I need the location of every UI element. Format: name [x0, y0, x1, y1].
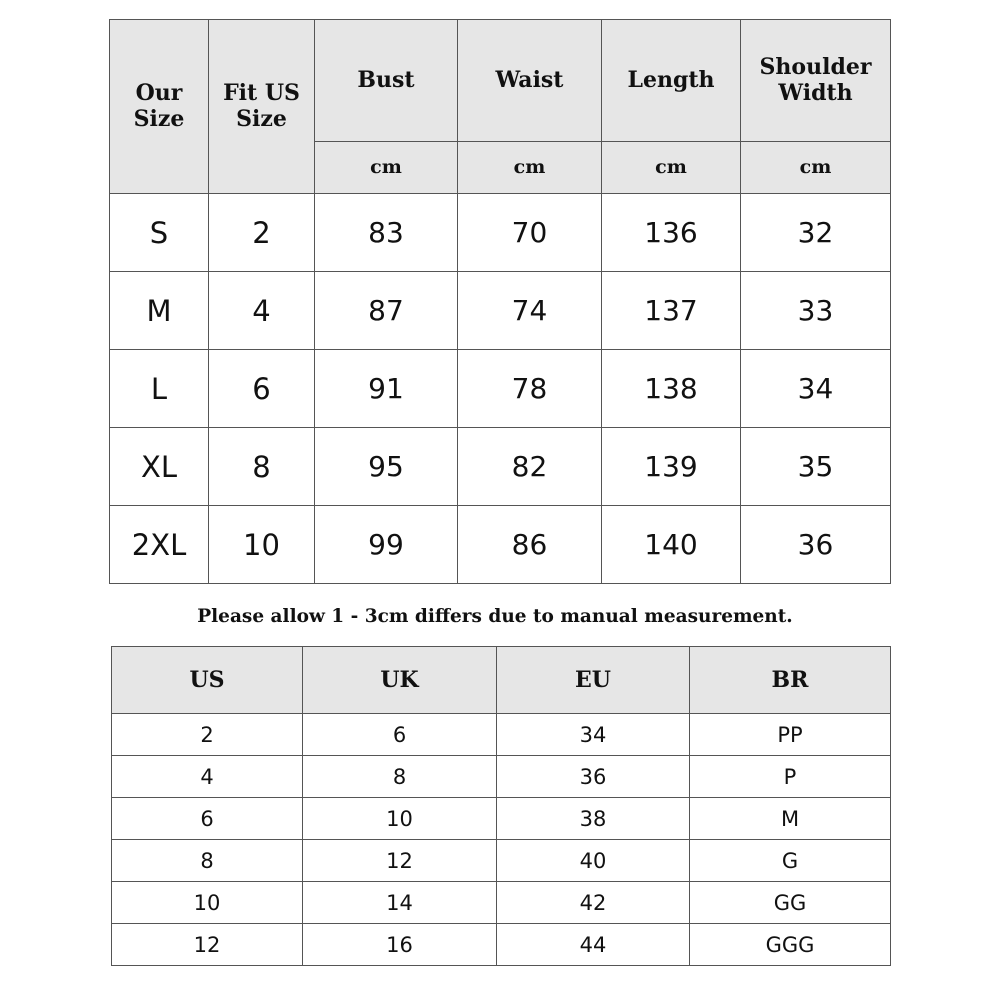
cell-uk: 12	[303, 840, 497, 882]
cell-shoulder-width: 36	[741, 506, 891, 584]
table-row	[112, 882, 891, 924]
cell-fit-us-size: 4	[209, 272, 315, 350]
table-row	[112, 756, 891, 798]
cell-fit-us-size: 8	[209, 428, 315, 506]
header-eu: EU	[497, 647, 690, 714]
cell-length: 138	[602, 350, 741, 428]
measurement-note: Please allow 1 - 3cm differs due to manual measurement.	[197, 606, 793, 627]
cell-eu: 38	[497, 798, 690, 840]
table-row	[110, 428, 891, 506]
cell-eu: 40	[497, 840, 690, 882]
cell-br: M	[690, 798, 891, 840]
header-length: Length	[602, 20, 741, 142]
cell-br: P	[690, 756, 891, 798]
cell-fit-us-size: 6	[209, 350, 315, 428]
cell-length: 137	[602, 272, 741, 350]
cell-fit-us-size: 2	[209, 194, 315, 272]
cell-us: 10	[112, 882, 303, 924]
cell-us: 6	[112, 798, 303, 840]
cell-uk: 6	[303, 714, 497, 756]
table-row	[110, 350, 891, 428]
unit-shoulder-width: cm	[741, 142, 891, 194]
cell-length: 139	[602, 428, 741, 506]
cell-bust: 99	[315, 506, 458, 584]
cell-bust: 87	[315, 272, 458, 350]
cell-uk: 10	[303, 798, 497, 840]
cell-us: 2	[112, 714, 303, 756]
cell-fit-us-size: 10	[209, 506, 315, 584]
cell-br: PP	[690, 714, 891, 756]
cell-waist: 86	[458, 506, 602, 584]
cell-bust: 95	[315, 428, 458, 506]
cell-us: 4	[112, 756, 303, 798]
table-row	[112, 798, 891, 840]
table-row	[110, 194, 891, 272]
cell-us: 8	[112, 840, 303, 882]
cell-length: 140	[602, 506, 741, 584]
header-shoulder-width: Shoulder Width	[741, 20, 891, 142]
cell-bust: 83	[315, 194, 458, 272]
cell-eu: 34	[497, 714, 690, 756]
cell-us: 12	[112, 924, 303, 966]
cell-uk: 8	[303, 756, 497, 798]
cell-shoulder-width: 35	[741, 428, 891, 506]
header-our-size: Our Size	[110, 20, 209, 194]
cell-uk: 16	[303, 924, 497, 966]
header-fit-us-size: Fit US Size	[209, 20, 315, 194]
cell-eu: 44	[497, 924, 690, 966]
cell-our-size: M	[110, 272, 209, 350]
cell-waist: 74	[458, 272, 602, 350]
header-uk: UK	[303, 647, 497, 714]
cell-our-size: XL	[110, 428, 209, 506]
table-row	[110, 506, 891, 584]
unit-waist: cm	[458, 142, 602, 194]
table-row	[112, 714, 891, 756]
cell-uk: 14	[303, 882, 497, 924]
cell-shoulder-width: 34	[741, 350, 891, 428]
cell-br: G	[690, 840, 891, 882]
unit-length: cm	[602, 142, 741, 194]
size-conversion-table	[111, 646, 891, 966]
header-us: US	[112, 647, 303, 714]
cell-waist: 82	[458, 428, 602, 506]
cell-bust: 91	[315, 350, 458, 428]
table-row	[112, 840, 891, 882]
cell-eu: 42	[497, 882, 690, 924]
cell-waist: 70	[458, 194, 602, 272]
cell-our-size: 2XL	[110, 506, 209, 584]
size-chart-table	[109, 19, 891, 584]
header-waist: Waist	[458, 20, 602, 142]
cell-waist: 78	[458, 350, 602, 428]
table-row	[112, 924, 891, 966]
cell-br: GGG	[690, 924, 891, 966]
cell-shoulder-width: 32	[741, 194, 891, 272]
table-row	[110, 272, 891, 350]
cell-our-size: S	[110, 194, 209, 272]
cell-eu: 36	[497, 756, 690, 798]
cell-length: 136	[602, 194, 741, 272]
unit-bust: cm	[315, 142, 458, 194]
cell-br: GG	[690, 882, 891, 924]
cell-our-size: L	[110, 350, 209, 428]
cell-shoulder-width: 33	[741, 272, 891, 350]
header-br: BR	[690, 647, 891, 714]
header-bust: Bust	[315, 20, 458, 142]
